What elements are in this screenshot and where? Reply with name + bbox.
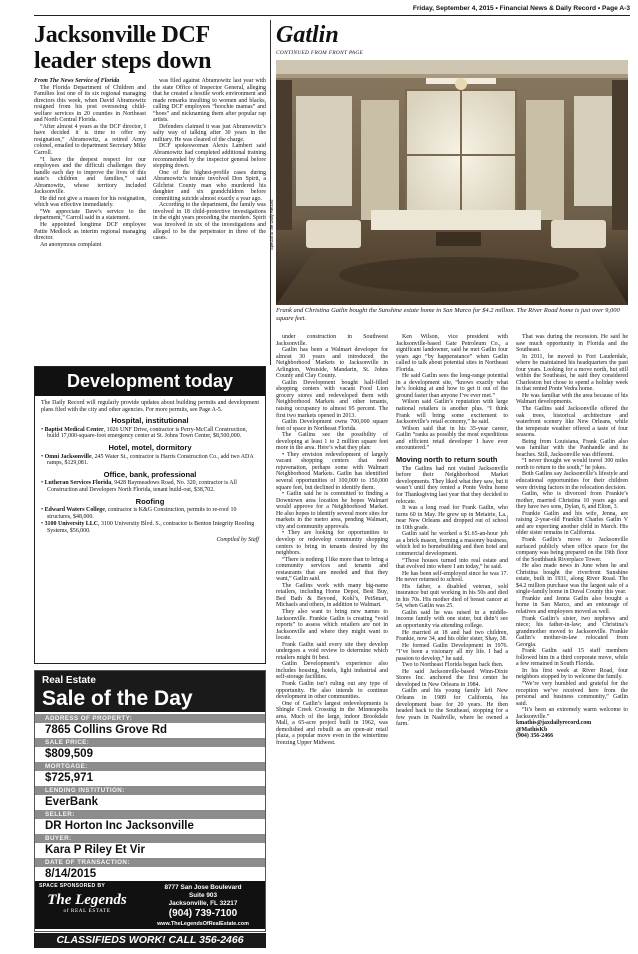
header-text: Friday, September 4, 2015 • Financial News & Daily Record • Page A-3: [412, 5, 630, 12]
paragraph: The Gatlins work with many big-name retailers, including Home Depot, Best Buy, Bed Bath & Beyond, Kohl’s, PetSmart, Michaels and others, in addition to Walmart.: [276, 582, 388, 609]
sale-field-value: DR Horton Inc Jacksonville: [45, 820, 194, 832]
paragraph: He married at 18 and had two children, Frankie, now 34, and his older sister, Shay, 38.: [396, 629, 508, 643]
paragraph: According to the department, the family was involved in 18 child-protective investigations in the eight years preceding the murders. Spirit was involved in six of the investigations and alleged to be the perpetrator in three of the cases.: [153, 202, 266, 242]
paragraph: “I never thought we would travel 300 miles north to return to the south,” he jokes.: [516, 458, 628, 471]
paragraph: Frankie Gatlin and his wife, Jenna, are raising 2-year-old Franklin Charles Gatlin V and are expecting another child in March. His older sister remains in California.: [516, 510, 628, 537]
paragraph: • They are looking for opportunities to develop or redevelop community shopping centers to bring in tenants desired by the neighbors.: [276, 530, 388, 557]
story2-column-3: [516, 334, 628, 740]
paragraph: “We’re very humbled and grateful for the reception we’ve received here from the personal and business community,” Gatlin said.: [516, 680, 628, 707]
development-today-box: [34, 366, 266, 664]
development-list: [41, 454, 259, 467]
story1-byline: From The News Service of Florida: [34, 78, 120, 84]
sponsor-phone: (904) 739-7100: [168, 908, 238, 919]
sale-field-label: MORTGAGE:: [35, 762, 265, 771]
sponsor-website: www.TheLegendsOfRealEstate.com: [157, 921, 249, 927]
development-item: • Lutheran Services Florida, 9428 Baymeadows Road, No. 320, contractor is All Construction and Developers North Florida, tenant build-out, $38,702.: [41, 480, 259, 493]
author-handle: @MathisKb: [516, 726, 548, 733]
sale-field-value: 8/14/2015: [45, 868, 97, 880]
logo-main-text: The Legends: [47, 892, 127, 908]
development-list: [41, 480, 259, 493]
sale-field-label: SELLER:: [35, 810, 265, 819]
sale-field-label: BUYER:: [35, 834, 265, 843]
paragraph: Gatlin said he was raised in a middle-income family with one sister, but didn’t see an opportunity via attending college.: [396, 609, 508, 629]
sponsor-block: [35, 881, 265, 929]
paragraph: “I have the deepest respect for our employees and the difficult challenges they handle each day to improve the lives of this state’s children and families,” said Abramowitz, whose territory included Jacksonville.: [34, 156, 146, 196]
development-credit: Compiled by Staff: [216, 536, 259, 543]
paragraph: He also made news in June when he and Christina bought the riverfront Sunshine estate, built in 1931, along River Road. The $4.2 million purchase was the largest sale of a single-family home in Duval County this year.: [516, 563, 628, 596]
paragraph: He did not give a reason for his resignation, which was effective immediately.: [34, 195, 146, 209]
development-title: Development today: [35, 367, 265, 396]
logo-sub-text: of REAL ESTATE: [63, 908, 111, 914]
paragraph: Gatlin said he worked a $1.65-an-hour job as a brick mason, forming a masonry business, which led to homebuilding and then hotel and commercial development.: [396, 531, 508, 557]
photo-credit: Special to the Daily Record: [269, 199, 274, 250]
author-email: kmathis@jaxdailyrecord.com: [516, 720, 592, 727]
paragraph: That was during the recession. He said he saw much opportunity in Florida and the Southeast.: [516, 334, 628, 354]
paragraph: The Florida Department of Children and Families lost one of its six regional managing directors this week, when David Abramowitz resigned from his post overseeing child-welfare services in 20 counties in Northeast and North Central Florida.: [34, 84, 146, 124]
paragraph: “We appreciate Dave’s service to the department,” Carroll said in a statement.: [34, 208, 146, 222]
sale-field-label: SALE PRICE:: [35, 738, 265, 747]
paragraph: Wilson said Gatlin’s reputation with large national retailers is another plus. “I think Frank will bring some excitement to Jacksonville’s retail economy,” he said.: [396, 399, 508, 426]
development-section-heading: Office, bank, professional: [103, 469, 197, 479]
paragraph: Two to Northeast Florida began back then.: [402, 662, 504, 669]
paragraph: An anonymous complaint: [40, 241, 102, 248]
development-section-heading: Roofing: [135, 496, 165, 506]
development-section-heading: Hotel, motel, dormitory: [108, 442, 192, 452]
address-line-2: Suite 903: [188, 892, 218, 899]
paragraph: One of Gatlin’s largest redevelopments is Shingle Creek Crossing in the Minneapolis area. Much of the large, indoor Brookdale Mall, a 65-acre project built in 1962, was demolished and rebuilt as an open-air retail plaza, a popular move even in the wintertime freezing Upper Midwest.: [276, 700, 388, 746]
paragraph: Gatlin, who is divorced from Frankie’s mother, married Christina 10 years ago and they have two sons, Dylan, 6, and Elton, 3.: [516, 491, 628, 511]
development-item: • Omni Jacksonville, 245 Water St., contractor is Harris Construction Co., add two ADA ramps, $129,081.: [41, 454, 259, 467]
paragraph: The Gatlins see the possibility of developing at least 1 to 2 million square feet more in the area. Here’s what they plan:: [276, 432, 388, 452]
paragraph: One of the highest-profile cases during Abramowitz’s tenure involved Don Spirit, a Gilchrist County man who murdered his daughter and six grandchildren before committing suicide almost exactly a year ago.: [153, 169, 266, 202]
sale-field-value: Kara P Riley Et Vir: [45, 844, 145, 856]
development-section-heading: Hospital, institutional: [111, 416, 189, 426]
paragraph: • They envision redevelopment of largely vacant shopping centers that need rejuvenation, perhaps some with Walmart Neighborhood Markets. Gatlin has identified several opportunities of 100,000 to 150,000 square feet, but declined to identify them.: [276, 451, 388, 491]
paragraph: “After almost 4 years as the DCF director, I have decided it is time to offer my resignation,” Abramowitz, a retired Army colonel, emailed to department Secretary Mike Carroll.: [34, 123, 146, 157]
paragraph: Gatlin Development’s experience also includes housing, hotels, light industrial and self-storage facilities.: [276, 661, 388, 681]
interior-photo-image: [276, 60, 628, 305]
story2-column-1: [276, 334, 388, 746]
sponsor-title: SPACE SPONSORED BY: [39, 883, 106, 889]
legends-logo: [43, 892, 131, 926]
story1-headline: Jacksonville DCF leader steps down: [34, 22, 212, 74]
paragraph: Frank Gatlin’s sister, two nephews and niece; his father-in-law; and Christina’s grandmother moved to Jacksonville. Frankie Gatlin’s mother-in-law relocated from Georgia.: [516, 615, 628, 648]
sale-field-label: LENDING INSTITUTION:: [35, 786, 265, 795]
sale-field-value: 7865 Collins Grove Rd: [45, 724, 168, 736]
paragraph: Gatlin Development owns 700,000 square feet of space in Northeast Florida.: [276, 419, 388, 432]
paragraph: was filed against Abramowitz last year with the state Office of Inspector General, alleging that he created a hostile work environment and made remarks insulting to women and blacks, calling DCF employees “hoochie mamas” and “hoes” and nicknaming them after popular rap artists.: [153, 78, 266, 124]
paragraph: The Gatlins said Jacksonville offered the oak trees, historical architecture and waterfront scenery like New Orleans, while the temperate weather offered a taste of four seasons.: [516, 406, 628, 439]
sale-field-value: $725,971: [45, 772, 93, 784]
paragraph: under construction in Southwest Jacksonville.: [276, 334, 388, 347]
paragraph: “It’s been an extremely warm welcome to Jacksonville.”: [516, 707, 628, 720]
story2-subhead: Moving north to return south: [396, 454, 498, 464]
sale-field-value: EverBank: [45, 796, 99, 808]
real-estate-kicker: Real Estate: [35, 671, 265, 687]
gatlin-home-photo: [276, 60, 628, 305]
sale-field-label: ADDRESS OF PROPERTY:: [35, 714, 265, 723]
paragraph: In his first week at River Road, four neighbors stopped by to welcome the family.: [516, 667, 628, 681]
paragraph: He said Jacksonville-based Winn-Dixie Stores Inc. anchored the first center he developed in New Orleans in 1984.: [396, 668, 508, 688]
author-phone: (904) 356-2466: [516, 733, 554, 740]
paragraph: Gatlin and his young family left New Orleans in 1989 for California, his development base for 20 years. He then headed back to the Southeast, stopping for a few years in Nashville, where he owned a farm.: [396, 688, 508, 728]
paragraph: He was familiar with the area because of his Walmart developments.: [516, 392, 628, 406]
paragraph: In 2011, he moved to Fort Lauderdale, where he maintained his headquarters the past four years. Looking for a move north, but still within the Southeast, he said they considered Charleston but chose to spend a holiday week in that rented Ponte Vedra home.: [516, 353, 628, 393]
paragraph: Frank Gatlin’s move to Jacksonville surfaced publicly when office space for the company was being prepared on the 19th floor of the Southbank Riverplace Tower.: [516, 536, 628, 563]
paragraph: He said Gatlin sees the long-range potential in a development site, “knows exactly what he’s looking at and how to get it out of the ground faster than anyone I’ve ever met.”: [396, 373, 508, 399]
address-line-1: 8777 San Jose Boulevard: [164, 884, 242, 891]
paragraph: He has been self-employed since he was 17. He never returned to school.: [396, 570, 508, 584]
paragraph: Gatlin has been a Walmart developer for almost 30 years and introduced the Neighborhood Markets to Jacksonville in Arlington, Westside, Mandarin, St. Johns County and Clay County.: [276, 347, 388, 380]
story2-headline: Gatlin: [276, 22, 339, 48]
address-line-3: Jacksonville, FL 32217: [168, 900, 238, 907]
paragraph: Frank Gatlin said every site they develop undergoes a void review to determine which retailers might fit best.: [276, 641, 388, 661]
development-item: • 3100 University LLC, 3100 University Blvd. S., contractor is Benton Integrity Roofing Systems, $56,000.: [41, 521, 259, 534]
paragraph: “There is nothing I like more than to bring a community services and tenants and restaurants that are needed and that they want,” Gatlin said.: [276, 556, 388, 583]
sale-title: Sale of the Day: [35, 687, 265, 712]
development-list: [41, 427, 259, 440]
sponsor-address: [143, 884, 263, 928]
page-header: [34, 4, 630, 16]
paragraph: “Those houses turned into real estate and that evolved into where I am today,” he said.: [396, 557, 508, 571]
paragraph: Frank Gatlin isn’t ruling out any type of opportunity. He also intends to continue development in other communities.: [276, 680, 388, 701]
story1-column-2: [153, 78, 266, 242]
continued-label: CONTINUED FROM FRONT PAGE: [276, 50, 364, 56]
sale-field-value: $809,509: [45, 748, 93, 760]
paragraph: His father, a disabled veteran, sold insurance but quit working in his 50s and died in his 70s. His mother died of breast cancer at 54, when Gatlin was 25.: [396, 583, 508, 610]
paragraph: Frankie and Jenna Gatlin also bought a home in San Marco, and an entourage of relatives and employees moved as well.: [516, 595, 628, 615]
development-body: [35, 396, 265, 547]
development-item: • Baptist Medical Center, 1026 UNF Drive, contractor is Perry-McCall Construction, build 17,000-square-foot emergency center at St. Johns Town Center, $8,500,000.: [41, 427, 259, 440]
paragraph: DCF spokeswoman Alexis Lambert said Abramowitz had completed additional training recommended by the inspector general before stepping down.: [153, 143, 266, 170]
paragraph: The Gatlins had not visited Jacksonville before their Neighborhood Market developments. They liked what they saw, but it wasn’t until they rented a Ponte Vedra home for Thanksgiving last year that they decided to relocate.: [396, 465, 508, 505]
sale-of-the-day-box: [34, 670, 266, 932]
paragraph: They also want to bring new names to Jacksonville. Frankie Gatlin is creating “void reports” to assess which retailers are not in Jacksonville and where they might want to locate.: [276, 608, 388, 642]
paragraph: He formed Gatlin Development in 1976. “I’ve been a visionary all my life. I had a passion to develop,” he said.: [396, 642, 508, 662]
development-intro: The Daily Record will regularly provide updates about building permits and development plans filed with the city and other agencies. For more permits, see Page A-5.: [41, 400, 259, 413]
paragraph: • Gatlin said he is committed to finding a Downtown area location he hopes Walmart would approve for a Neighborhood Market. He also hopes to identify several more sites for markets in the metro area, pending Walmart, city and community approvals.: [276, 491, 388, 530]
paragraph: Both Gatlins say Jacksonville’s lifestyle and educational opportunities for their children were driving factors in the relocation decision.: [516, 471, 628, 491]
development-list: [41, 507, 259, 534]
story1-column-1: [34, 78, 146, 248]
paragraph: Gatlin Development bought half-filled shopping centers with vacant Food Lion grocery stores and redeveloped them with Neighborhood Markets and other tenants, raising occupancy to almost 95 percent. The first two markets opened in 2013.: [276, 379, 388, 419]
paragraph: Wilson said that in his 35-year career, Gatlin “ranks as possibly the most expeditious and efficient retail developer I have ever encountered.”: [396, 425, 508, 452]
paragraph: Being from Louisiana, Frank Gatlin also was familiar with the Panhandle and its beaches. Still, Jacksonville was different.: [516, 438, 628, 458]
paragraph: Defenders claimed it was just Abramowitz’s salty way of talking after 30 years in the military. He was cleared of the charge.: [153, 123, 266, 143]
classifieds-banner: CLASSIFIEDS WORK! CALL 356-2466: [34, 933, 266, 948]
development-item: • Edward Waters College, contractor is K&G Construction, permits to re-roof 10 structures, $48,000.: [41, 507, 259, 520]
paragraph: It was a long road for Frank Gatlin, who turns 60 in May. He grew up in Metairie, La., near New Orleans and dropped out of school in 10th grade.: [396, 505, 508, 531]
story2-column-2: [396, 334, 508, 728]
sale-field-label: DATE OF TRANSACTION:: [35, 858, 265, 867]
paragraph: Frank Gatlin said 15 staff members followed him in a third corporate move, while a few remained in South Florida.: [516, 648, 628, 668]
photo-caption: Frank and Christina Gatlin bought the Sunshine estate home in San Marco for $4.2 million. The River Road home is just over 9,000 square feet.: [276, 307, 620, 322]
paragraph: He appointed longtime DCF employee Pattie Medlock as interim regional managing director.: [34, 222, 146, 242]
paragraph: Ken Wilson, vice president with Jacksonville-based Gate Petroleum Co., a significant landowner, said he met Gatlin four years ago “by happenstance” when Gatlin called to talk about potential sites in Northeast Florida.: [396, 334, 508, 373]
